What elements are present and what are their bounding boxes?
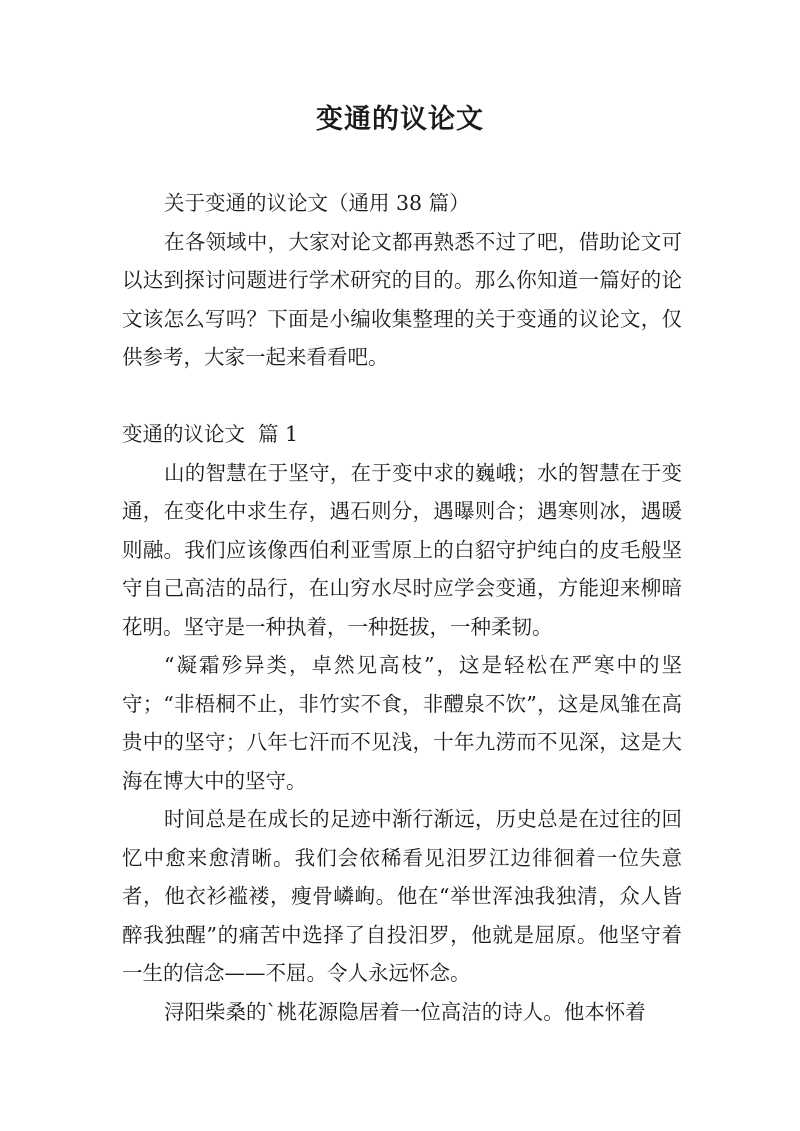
document-title: 变通的议论文 xyxy=(316,104,484,135)
section-heading: 变通的议论文 篇 1 xyxy=(122,422,299,446)
document-subtitle: 关于变通的议论文（通用 38 篇） xyxy=(164,191,470,215)
body-paragraph: 浔阳柴桑的`桃花源隐居着一位高洁的诗人。他本怀着 xyxy=(164,999,646,1024)
body-paragraph: “凝霜殄异类，卓然见高枝”，这是轻松在严寒中的坚守；“非梧桐不止，非竹实不食，非醴泉不饮”，这是凤雏在高贵中的坚守；八年七汗而不见浅，十年九涝而不见深，这是大海在博大中的坚守。 xyxy=(122,653,682,793)
blank-line xyxy=(122,377,682,416)
body-paragraph: 山的智慧在于坚守，在于变中求的巍峨；水的智慧在于变通，在变化中求生存，遇石则分，遇曝则合；遇寒则冰，遇暖则融。我们应该像西伯利亚雪原上的白貂守护纯白的皮毛般坚守自己高洁的品行，在山穷水尽时应学会变通，方能迎来柳暗花明。坚守是一种执着，一种挺拔，一种柔韧。 xyxy=(122,460,682,639)
document-body xyxy=(122,184,682,1031)
body-paragraph: 时间总是在成长的足迹中渐行渐远，历史总是在过往的回忆中愈来愈清晰。我们会依稀看见汨罗江边徘徊着一位失意者，他衣衫褴褛，瘦骨嶙峋。他在“举世浑浊我独清，众人皆醉我独醒”的痛苦中选择了自投汨罗，他就是屈原。他坚守着一生的信念——不屈。令人永远怀念。 xyxy=(122,807,682,985)
intro-paragraph: 在各领域中，大家对论文都再熟悉不过了吧，借助论文可以达到探讨问题进行学术研究的目的。那么你知道一篇好的论文该怎么写吗？下面是小编收集整理的关于变通的议论文，仅供参考，大家一起来看看吧。 xyxy=(122,229,682,369)
